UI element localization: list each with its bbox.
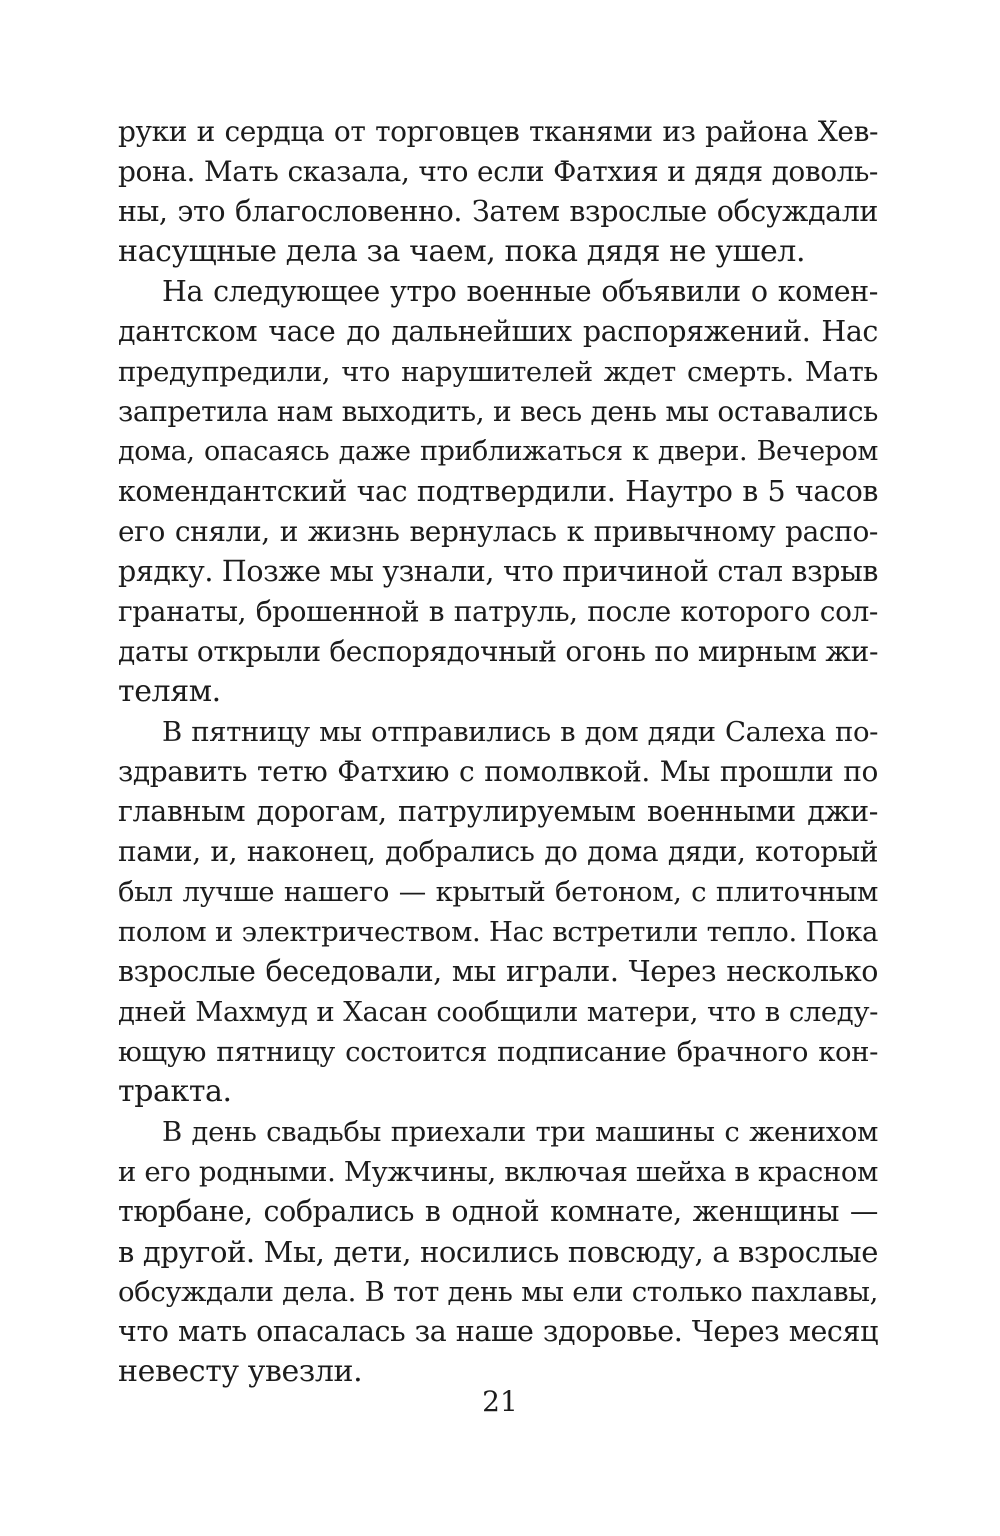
- text-line: невесту увезли.: [118, 1354, 363, 1389]
- text-line: В день свадьбы приехали три машины с женихом: [162, 1116, 878, 1148]
- text-line: дантском часе до дальнейших распоряжений. Нас: [118, 315, 878, 348]
- paragraph-4: [118, 1112, 878, 1392]
- text-line: гранаты, брошенной в патруль, после которого сол-: [118, 595, 878, 628]
- paragraph-1: [118, 112, 878, 272]
- paragraph-2: [118, 272, 878, 712]
- text-line: и его родными. Мужчины, включая шейха в красном: [118, 1156, 878, 1188]
- text-line: ны, это благословенно. Затем взрослые обсуждали: [118, 195, 878, 228]
- text-line: главным дорогам, патрулируемым военными джи-: [118, 795, 878, 828]
- text-line: предупредили, что нарушителей ждет смерть. Мать: [118, 356, 878, 388]
- text-line: насущные дела за чаем, пока дядя не ушел.: [118, 234, 806, 269]
- text-line: взрослые беседовали, мы играли. Через несколько: [118, 955, 878, 988]
- text-line: даты открыли беспорядочный огонь по мирным жи-: [118, 635, 878, 668]
- text-line: рядку. Позже мы узнали, что причиной стал взрыв: [118, 555, 878, 588]
- text-line: На следующее утро военные объявили о комен-: [162, 275, 878, 308]
- text-line: в другой. Мы, дети, носились повсюду, а взрослые: [118, 1235, 878, 1269]
- text-line: телям.: [118, 674, 221, 709]
- text-line: тракта.: [118, 1074, 232, 1109]
- page-number: 21: [482, 1385, 518, 1418]
- text-line: был лучше нашего — крытый бетоном, с плиточным: [118, 876, 878, 908]
- paragraph-3: [118, 712, 878, 1112]
- text-line: ющую пятницу состоится подписание брачного кон-: [118, 1036, 878, 1068]
- text-line: В пятницу мы отправились в дом дяди Салеха по-: [162, 716, 878, 748]
- text-line: комендантский час подтвердили. Наутро в 5 часов: [118, 475, 878, 508]
- text-line: рона. Мать сказала, что если Фатхия и дядя доволь-: [118, 155, 878, 188]
- text-line: руки и сердца от торговцев тканями из района Хев-: [118, 115, 878, 148]
- text-line: полом и электричеством. Нас встретили тепло. Пока: [118, 916, 878, 948]
- text-line: здравить тетю Фатхию с помолвкой. Мы прошли по: [118, 755, 878, 788]
- text-line: пами, и, наконец, добрались до дома дяди, который: [118, 835, 878, 868]
- text-line: дома, опасаясь даже приближаться к двери. Вечером: [118, 436, 878, 467]
- text-line: тюрбане, собрались в одной комнате, женщины —: [118, 1195, 878, 1228]
- text-line: что мать опасалась за наше здоровье. Через месяц: [118, 1315, 878, 1348]
- text-line: запретила нам выходить, и весь день мы оставались: [118, 395, 878, 428]
- text-line: дней Махмуд и Хасан сообщили матери, что в следу-: [118, 996, 878, 1028]
- body-text: [118, 112, 878, 1392]
- text-line: обсуждали дела. В тот день мы ели столько пахлавы,: [118, 1276, 878, 1308]
- text-line: его сняли, и жизнь вернулась к привычному распо-: [118, 515, 878, 548]
